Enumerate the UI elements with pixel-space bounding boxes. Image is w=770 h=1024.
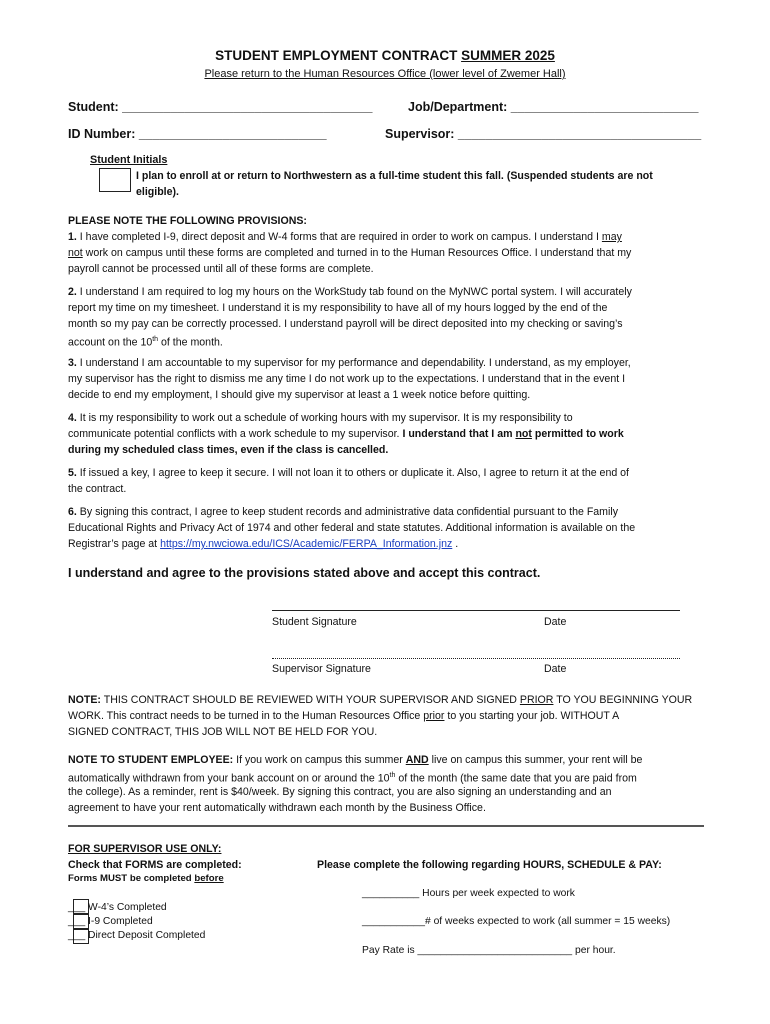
provision-1-text2: work on campus until these forms are completed and turned in to the Human Resources Office. I understand that my <box>82 247 632 259</box>
id-number-field[interactable]: ID Number: ___________________________ <box>68 127 327 141</box>
direct-deposit-row: ___ Direct Deposit Completed <box>68 930 206 941</box>
provision-1-may: may <box>601 231 622 243</box>
provision-5-number: 5. <box>68 467 77 479</box>
provision-6-line1 <box>68 504 618 520</box>
supervisor-signature-line[interactable] <box>272 658 680 659</box>
note-text2c: to you starting your job. WITHOUT A <box>444 710 620 722</box>
rent-note-line3: the college). As a reminder, rent is $40/week. By signing this contract, you are also signing an understanding and an <box>68 786 612 798</box>
i9-label: I-9 Completed <box>88 916 153 927</box>
hours-schedule-pay-heading: Please complete the following regarding HOURS, SCHEDULE & PAY: <box>317 859 662 871</box>
provision-1-number: 1. <box>68 231 77 243</box>
provision-1-line1 <box>68 229 622 245</box>
job-department-field[interactable]: Job/Department: ___________________________ <box>408 100 699 114</box>
w4-row: ___ W-4’s Completed <box>68 902 167 913</box>
provision-2-line4 <box>68 332 223 351</box>
provision-1-not: not <box>68 247 83 259</box>
title-text: STUDENT EMPLOYMENT CONTRACT <box>215 48 462 63</box>
student-initials-label: Student Initials <box>90 154 168 166</box>
rent-note-text2b: of the month (the same date that you are paid from <box>395 772 637 785</box>
rent-note-line1 <box>68 752 642 768</box>
note-text1: THIS CONTRACT SHOULD BE REVIEWED WITH YOUR SUPERVISOR AND SIGNED <box>100 694 520 706</box>
provision-5-line2: the contract. <box>68 483 127 495</box>
provision-1-text: I have completed I-9, direct deposit and W-4 forms that are required in order to work on campus. I understand I <box>76 231 602 243</box>
forms-must-note <box>68 873 224 884</box>
provision-4-bold: I understand that I am <box>402 428 516 440</box>
provision-2-text4: account on the 10 <box>68 336 153 349</box>
provision-6-text3: Registrar’s page at <box>68 538 161 550</box>
provision-4-text2: communicate potential conflicts with a work schedule to my supervisor. <box>68 428 403 440</box>
note-line3: SIGNED CONTRACT, THIS JOB WILL NOT BE HELD FOR YOU. <box>68 726 378 738</box>
provision-4-line3: during my scheduled class times, even if the class is cancelled. <box>68 444 389 456</box>
supervisor-signature-label: Supervisor Signature <box>272 663 371 675</box>
i9-row: ___ I-9 Completed <box>68 916 153 927</box>
supervisor-date-label: Date <box>544 663 567 675</box>
provision-3-line1 <box>68 355 631 371</box>
rent-note-label: NOTE TO STUDENT EMPLOYEE: <box>68 754 234 766</box>
forms-must-before: before <box>194 873 224 884</box>
provision-4-text: It is my responsibility to work out a schedule of working hours with my supervisor. It is my responsibility to <box>76 412 573 424</box>
provision-2-text4b: of the month. <box>158 336 223 349</box>
provision-5-line1 <box>68 465 629 481</box>
document-subtitle: Please return to the Human Resources Office (lower level of Zwemer Hall) <box>204 68 566 80</box>
w4-label: W-4’s Completed <box>88 902 167 913</box>
supervisor-field[interactable]: Supervisor: ___________________________________ <box>385 127 702 141</box>
weeks-expected-field[interactable]: ___________# of weeks expected to work (all summer = 15 weeks) <box>362 916 671 927</box>
student-signature-label: Student Signature <box>272 616 357 628</box>
note-line1 <box>68 692 692 708</box>
title-term: SUMMER 2025 <box>461 48 555 63</box>
provision-2-superscript: th <box>152 336 159 343</box>
rent-note-and: AND <box>405 754 429 766</box>
provision-6-line2: Educational Rights and Privacy Act of 1974 and other federal and state statutes. Additional information is available on the <box>68 522 636 534</box>
provision-3-text: I understand I am accountable to my supervisor for my performance and dependability. I understand, as my employer, <box>76 357 631 369</box>
provision-1-line3: payroll cannot be processed until all of these forms are complete. <box>68 263 374 275</box>
provision-2-line1 <box>68 284 632 300</box>
provision-3-number: 3. <box>68 357 77 369</box>
rent-note-text1c: live on campus this summer, your rent will be <box>428 754 643 766</box>
forms-check-label: Check that FORMS are completed: <box>68 859 242 871</box>
rent-note-text1: If you work on campus this summer <box>233 754 406 766</box>
provision-6-number: 6. <box>68 506 77 518</box>
note-text2: WORK. This contract needs to be turned in to the Human Resources Office <box>68 710 424 722</box>
provision-5-text: If issued a key, I agree to keep it secure. I will not loan it to others or duplicate it. Also, I agree to return it at the end of <box>76 467 630 479</box>
student-initials-box[interactable] <box>99 168 131 192</box>
student-field[interactable]: Student: ____________________________________ <box>68 100 373 114</box>
note-line2 <box>68 708 619 724</box>
document-title <box>0 48 770 63</box>
initials-statement-line2: eligible). <box>136 186 179 198</box>
student-date-label: Date <box>544 616 567 628</box>
provision-6-text3b: . <box>452 538 459 550</box>
agreement-statement: I understand and agree to the provisions stated above and accept this contract. <box>68 566 541 580</box>
provisions-heading: PLEASE NOTE THE FOLLOWING PROVISIONS: <box>68 215 307 227</box>
forms-must-text: Forms MUST be completed <box>68 873 195 884</box>
provision-3-line2: my supervisor has the right to dismiss me any time I do not work up to the expectations. I understand that in the event I <box>68 373 626 385</box>
provision-3-line3: decide to end my employment, I should give my supervisor at least a 1 week notice before quitting. <box>68 389 531 401</box>
note-label: NOTE: <box>68 694 101 706</box>
section-divider <box>68 825 704 827</box>
provision-4-not: not <box>515 428 532 440</box>
hours-per-week-field[interactable]: __________ Hours per week expected to work <box>362 888 575 899</box>
provision-2-line3: month so my pay can be correctly processed. I understand payroll will be direct deposited into my checking or saving’s <box>68 318 623 330</box>
provision-6-text: By signing this contract, I agree to keep student records and administrative data confidential pursuant to the Family <box>76 506 619 518</box>
initials-statement-line1: I plan to enroll at or return to Northwestern as a full-time student this fall. (Suspended students are not <box>136 170 653 182</box>
student-signature-line[interactable] <box>272 610 680 611</box>
provision-1-line2 <box>68 245 631 261</box>
provision-4-bold2: permitted to work <box>531 428 624 440</box>
ferpa-link[interactable]: https://my.nwciowa.edu/ICS/Academic/FERPA_Information.jnz <box>160 538 453 550</box>
supervisor-use-heading: FOR SUPERVISOR USE ONLY: <box>68 843 222 855</box>
pay-rate-field[interactable]: Pay Rate is ___________________________ per hour. <box>362 945 616 956</box>
provision-2-number: 2. <box>68 286 77 298</box>
provision-4-number: 4. <box>68 412 77 424</box>
rent-note-text2: automatically withdrawn from your bank account on or around the 10 <box>68 772 390 785</box>
rent-note-line4: agreement to have your rent automatically withdrawn each month by the Business Office. <box>68 802 486 814</box>
provision-6-line3 <box>68 536 458 552</box>
rent-note-superscript: th <box>389 772 396 779</box>
note-prior: PRIOR <box>519 694 554 706</box>
direct-deposit-label: Direct Deposit Completed <box>88 930 206 941</box>
provision-4-line2 <box>68 426 624 442</box>
provision-4-line1 <box>68 410 573 426</box>
note-text1c: TO YOU BEGINNING YOUR <box>553 694 693 706</box>
provision-2-line2: report my time on my timesheet. I understand it is my responsibility to have all of my hours logged by the end of the <box>68 302 608 314</box>
note-prior2: prior <box>423 710 445 722</box>
provision-2-text: I understand I am required to log my hours on the WorkStudy tab found on the MyNWC portal system. I will accurately <box>76 286 632 298</box>
